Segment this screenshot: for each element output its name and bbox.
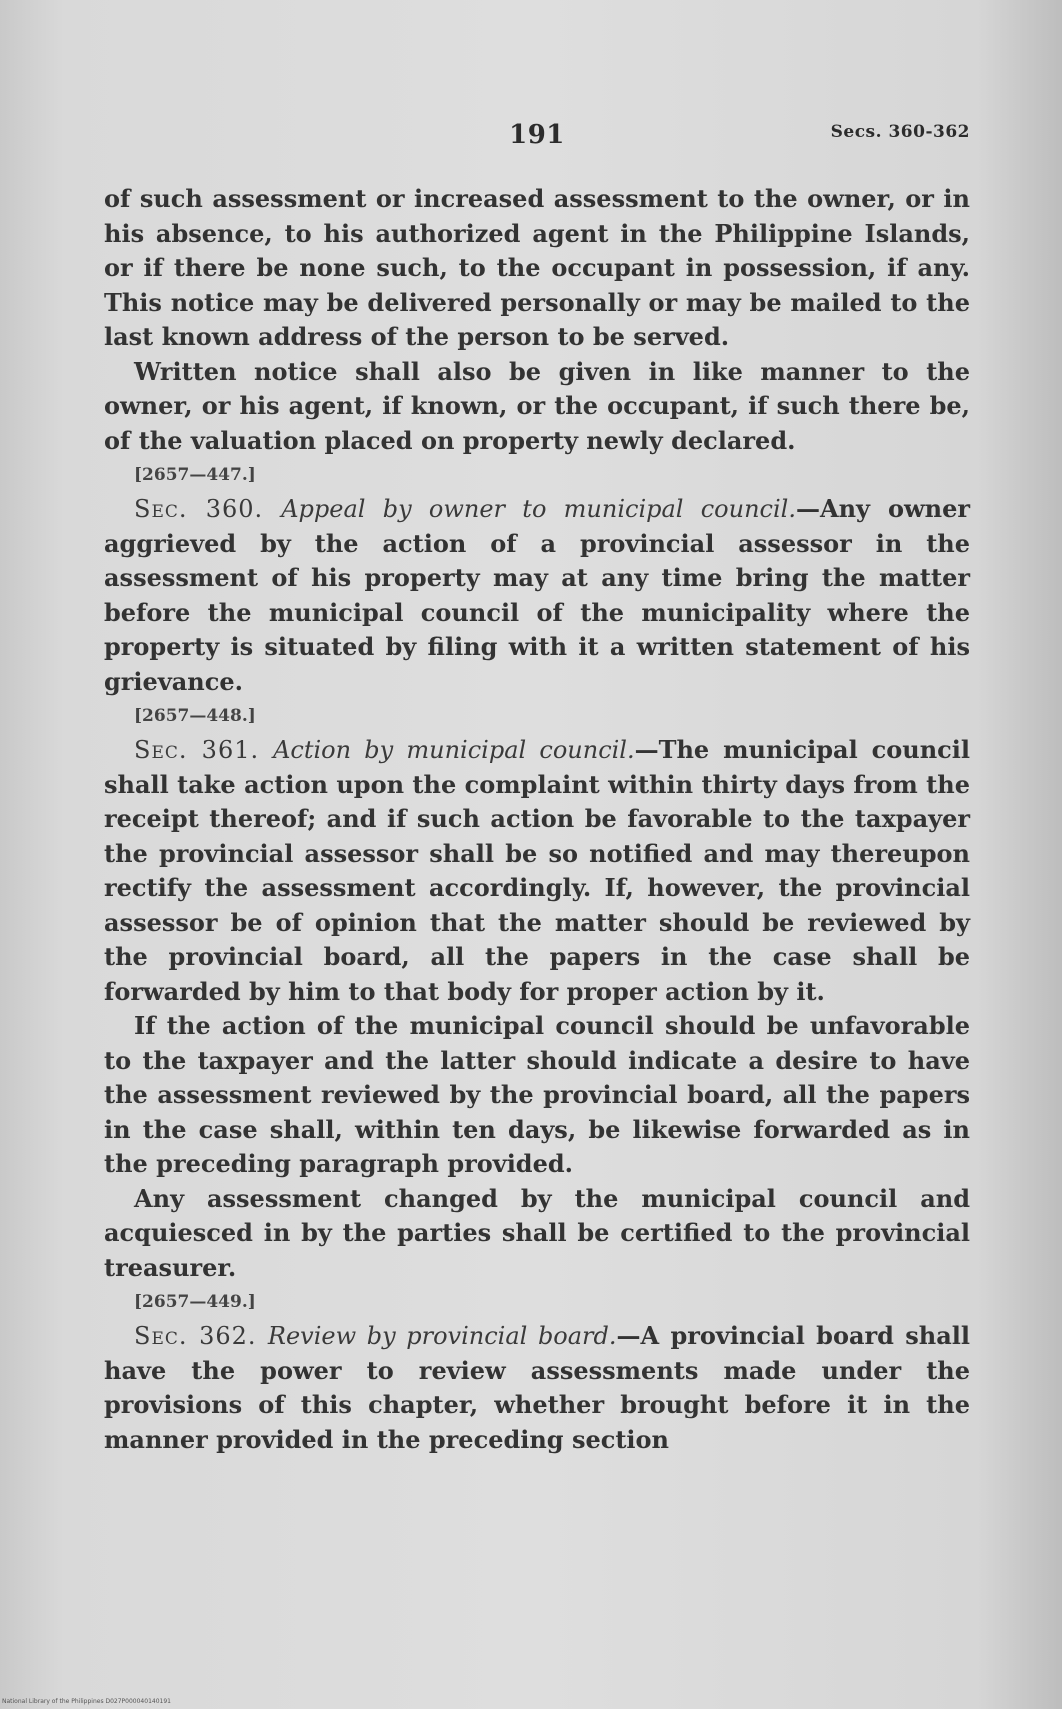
section-360-text: —Any owner aggrieved by the action of a provincial assessor in the assessment of his property may at any time bring the matter before the municipal council of the municipality where the property is situated by filing with it a written statement of his grievance. <box>104 494 971 696</box>
section-362 <box>104 1319 970 1457</box>
section-361 <box>104 733 970 1009</box>
citation-447: [2657—447.] <box>134 465 256 485</box>
section-360-title: Appeal by owner to municipal council. <box>281 495 796 523</box>
paragraph-continuation: of such assessment or increased assessment to the owner, or in his absence, to his authorized agent in the Philippine Islands, or if there be none such, to the occupant in possession, if any. This notice may be delivered personally or may be mailed to the last known address of the person to be served. <box>104 184 970 351</box>
section-360 <box>104 492 970 699</box>
section-361-label: Sec. 361. <box>134 736 260 764</box>
citation-449: [2657—449.] <box>134 1292 256 1312</box>
section-361-text: —The municipal council shall take action upon the complaint within thirty days from the receipt thereof; and if such action be favorable to the taxpayer the provincial assessor shall be so notified and may thereupon rectify the assessment accordingly. If, however, the provincial assessor be of opinion that the matter should be reviewed by the provincial board, all the papers in the case shall be forwarded by him to that body for proper action by it. <box>104 735 971 1006</box>
section-362-title: Review by provincial board. <box>267 1322 617 1350</box>
section-range-heading: Secs. 360-362 <box>830 122 970 142</box>
paragraph-written-notice: Written notice shall also be given in like manner to the owner, or his agent, if known, or the occupant, if such there be, of the valuation placed on property newly declared. <box>104 356 970 455</box>
paragraph-unfavorable-action: If the action of the municipal council should be unfavorable to the taxpayer and the latter should indicate a desire to have the assessment reviewed by the provincial board, all the papers in the case shall, within ten days, be likewise forwarded as in the preceding paragraph provided. <box>104 1011 970 1178</box>
page-number: 191 <box>509 120 565 150</box>
section-362-text: —A provincial board shall have the power to review assessments made under the provisions of this chapter, whether brought before it in the manner provided in the preceding section <box>104 1321 970 1454</box>
page-body <box>104 182 970 1457</box>
paragraph-assessment-changed: Any assessment changed by the municipal council and acquiesced in by the parties shall be certified to the provincial treasurer. <box>104 1183 970 1282</box>
page-header <box>104 112 970 162</box>
document-page <box>104 112 970 1612</box>
library-stamp: National Library of the Philippines D027P000040140191 <box>2 1698 171 1705</box>
section-360-label: Sec. 360. <box>134 495 264 523</box>
section-362-label: Sec. 362. <box>134 1322 257 1350</box>
section-361-title: Action by municipal council. <box>273 736 635 764</box>
citation-448: [2657—448.] <box>134 706 256 726</box>
